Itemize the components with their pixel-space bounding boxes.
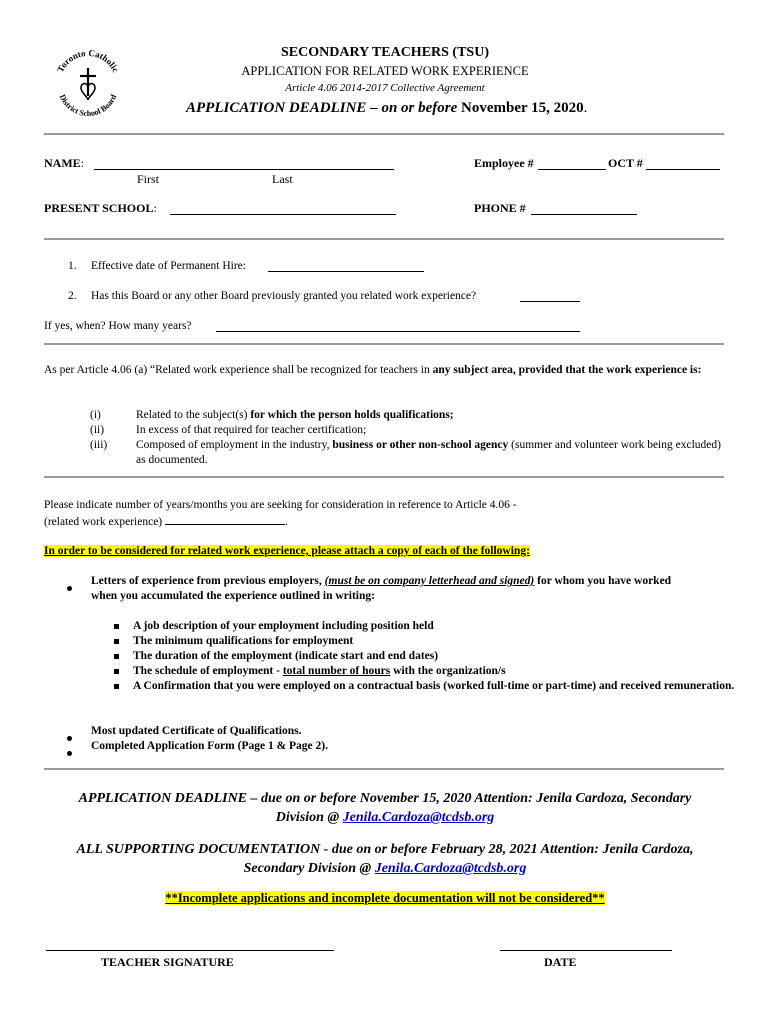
last-name-label: Last <box>272 172 293 186</box>
form-title: SECONDARY TEACHERS (TSU) <box>281 45 489 60</box>
bullet-icon <box>67 745 72 760</box>
first-name-label: First <box>137 172 160 186</box>
bullet-icon <box>67 730 72 745</box>
article-reference: Article 4.06 2014-2017 Collective Agreement <box>285 82 485 94</box>
documentation-deadline-notice: ALL SUPPORTING DOCUMENTATION - due on or before February 28, 2021 Attention: Jenila Cardoza, Secondary Division @ Jenila.Cardoza@tcdsb.org <box>76 842 694 876</box>
incomplete-warning: **Incomplete applications and incomplete documentation will not be considered** <box>165 891 605 905</box>
name-field[interactable] <box>94 157 394 170</box>
criterion-text: In excess of that required for teacher certification; <box>136 424 367 436</box>
criterion-text: Composed of employment in the industry, business or other non-school agency (summer and volunteer work being excluded) as documented. <box>136 439 721 466</box>
divider <box>44 238 724 240</box>
square-bullet-icon <box>114 654 119 659</box>
certificate-item: Most updated Certificate of Qualifications. <box>91 725 302 737</box>
question-2-text: Has this Board or any other Board previously granted you related work experience? <box>91 290 477 302</box>
sub-item: A job description of your employment including position held <box>114 619 720 634</box>
sub-item: The minimum qualifications for employment <box>114 634 720 649</box>
criterion-number: (i) <box>90 409 101 421</box>
teacher-signature-label: TEACHER SIGNATURE <box>101 955 234 969</box>
divider <box>44 133 724 135</box>
sub-item: The schedule of employment - total number of hours with the organization/s <box>114 664 720 679</box>
form-subtitle: APPLICATION FOR RELATED WORK EXPERIENCE <box>241 64 529 78</box>
square-bullet-icon <box>114 669 119 674</box>
employee-number-label: Employee # <box>474 156 534 170</box>
attachment-heading: In order to be considered for related work experience, please attach a copy of each of the following: <box>44 545 530 557</box>
divider <box>44 343 724 345</box>
question-2-number: 2. <box>68 290 77 302</box>
criterion-number: (iii) <box>90 439 108 451</box>
square-bullet-icon <box>114 639 119 644</box>
letters-of-experience: Letters of experience from previous employers, (must be on company letterhead and signed) for whom you have worked when you accumulated the experience outlined in writing: <box>91 575 672 602</box>
school-label: PRESENT SCHOOL: <box>44 201 157 215</box>
school-field[interactable] <box>170 202 396 215</box>
criterion-text: Related to the subject(s) for which the person holds qualifications; <box>136 409 454 421</box>
name-label: NAME: <box>44 156 85 170</box>
years-months-field[interactable] <box>165 513 285 525</box>
article-paragraph: As per Article 4.06 (a) “Related work experience shall be recognized for teachers in any subject area, provided that the work experience is: <box>44 364 702 376</box>
years-granted-field[interactable] <box>216 320 580 332</box>
sub-item: A Confirmation that you were employed on a contractual basis (worked full-time or part-time) and received remuneration. <box>114 679 739 694</box>
email-link[interactable]: Jenila.Cardoza@tcdsb.org <box>342 810 495 825</box>
bullet-icon <box>67 580 72 595</box>
previous-experience-field[interactable] <box>520 290 580 302</box>
divider <box>44 768 724 770</box>
application-deadline-header: APPLICATION DEADLINE – on or before November 15, 2020. <box>186 100 588 116</box>
employee-number-field[interactable] <box>538 157 606 170</box>
years-request-line2: (related work experience) . <box>44 513 288 530</box>
teacher-signature-field[interactable] <box>46 950 334 951</box>
question-1-text: Effective date of Permanent Hire: <box>91 260 246 272</box>
square-bullet-icon <box>114 624 119 629</box>
date-field[interactable] <box>500 950 672 951</box>
application-deadline-notice: APPLICATION DEADLINE – due on or before November 15, 2020 Attention: Jenila Cardoza, Secondary Division @ Jenila.Cardoza@tcdsb.org <box>78 791 692 825</box>
logo-arc-top: Toronto Catholic <box>55 47 121 74</box>
email-link[interactable]: Jenila.Cardoza@tcdsb.org <box>374 861 527 876</box>
square-bullet-icon <box>114 684 119 689</box>
question-1-number: 1. <box>68 260 77 272</box>
followup-question: If yes, when? How many years? <box>44 320 192 332</box>
application-form-item: Completed Application Form (Page 1 & Page 2). <box>91 740 328 752</box>
oct-number-field[interactable] <box>646 157 720 170</box>
board-logo <box>48 42 128 122</box>
sub-item: The duration of the employment (indicate start and end dates) <box>114 649 720 664</box>
criterion-number: (ii) <box>90 424 105 436</box>
board-seal-icon <box>48 42 128 122</box>
phone-field[interactable] <box>531 202 637 215</box>
years-request-text: Please indicate number of years/months you are seeking for consideration in reference to Article 4.06 - <box>44 499 517 511</box>
date-label: DATE <box>544 955 577 969</box>
permanent-hire-date-field[interactable] <box>268 260 424 272</box>
oct-number-label: OCT # <box>608 156 643 170</box>
phone-label: PHONE # <box>474 201 526 215</box>
divider <box>44 476 724 478</box>
logo-arc-bottom: District School Board <box>57 93 119 119</box>
